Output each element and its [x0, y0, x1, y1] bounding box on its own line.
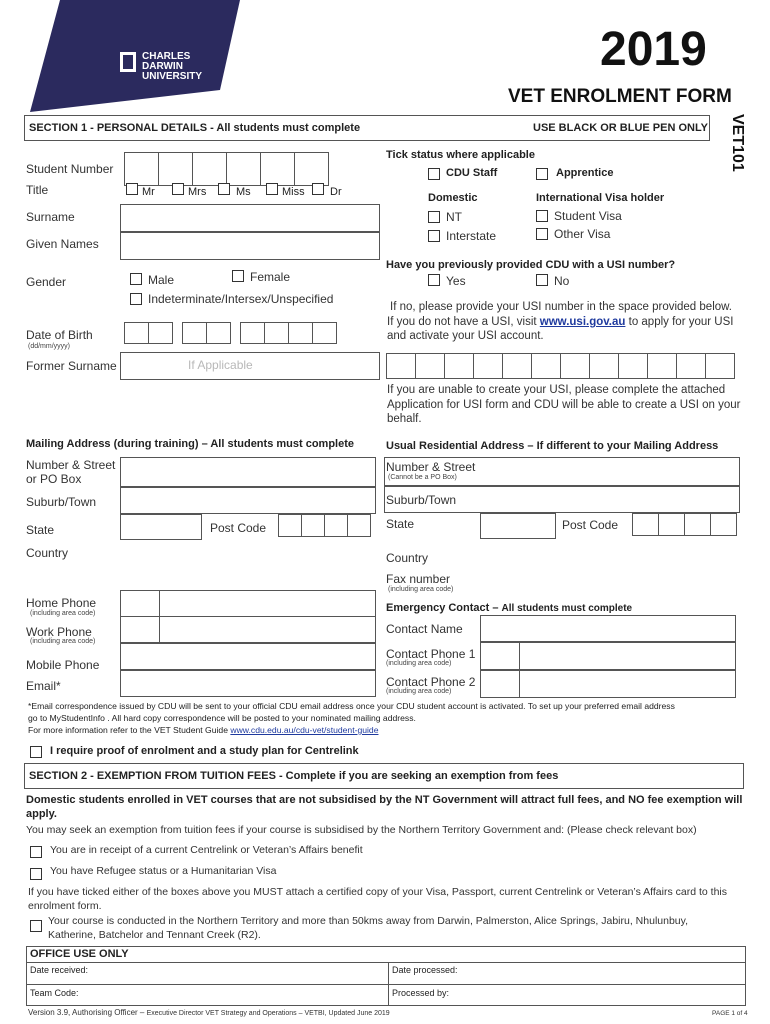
date-received-label: Date received: — [30, 965, 89, 975]
email-note — [28, 700, 675, 736]
usi-no-checkbox[interactable] — [536, 274, 548, 286]
gender-label: Gender — [26, 275, 67, 289]
mailing-state-field[interactable] — [120, 514, 202, 540]
mailing-street-field[interactable] — [120, 457, 376, 487]
mobile-label: Mobile Phone — [26, 658, 100, 672]
digit-box[interactable] — [182, 322, 207, 344]
contact-phone1-field[interactable] — [519, 642, 736, 670]
form-code: VET101 — [729, 114, 746, 172]
office-use-box — [26, 946, 746, 1006]
digit-box[interactable] — [473, 353, 503, 379]
digit-box[interactable] — [294, 152, 329, 186]
section1-title: SECTION 1 - PERSONAL DETAILS - All students must complete — [29, 122, 361, 134]
home-phone-field[interactable] — [159, 590, 376, 617]
digit-box[interactable] — [312, 322, 337, 344]
digit-box[interactable] — [710, 513, 737, 536]
mailing-suburb-label: Suburb/Town — [26, 495, 97, 509]
email-note-line1: *Email correspondence issued by CDU will be sent to your official CDU email address once your CDU student account is activated. To set up your preferred email address — [28, 701, 675, 711]
logo-text: CHARLES DARWIN UNIVERSITY — [142, 51, 203, 82]
dob-label: Date of Birth — [26, 328, 93, 342]
cdu-staff-label: CDU Staff — [446, 167, 498, 179]
usi-info-text: If you do not have a USI, visit — [387, 316, 537, 328]
residential-suburb-field[interactable] — [384, 486, 740, 513]
footer-version-text: Version 3.9, Authorising Officer – — [28, 1008, 145, 1017]
mailing-street-label-2: or PO Box — [26, 472, 82, 486]
office-row-line1 — [26, 962, 746, 963]
email-note-line3 — [28, 724, 675, 736]
refugee-checkbox[interactable] — [30, 868, 42, 880]
fax-note: (including area code) — [388, 586, 454, 593]
digit-box[interactable] — [589, 353, 619, 379]
digit-box[interactable] — [618, 353, 648, 379]
work-phone-field[interactable] — [159, 616, 376, 643]
apprentice-checkbox[interactable] — [536, 168, 548, 180]
email-note-text: For more information refer to the VET Student Guide — [28, 725, 228, 735]
section1-header — [24, 115, 710, 141]
section2-title: SECTION 2 - EXEMPTION FROM TUITION FEES - Complete if you are seeking an exemption from fees — [29, 770, 559, 782]
usi-info-line2 — [387, 316, 733, 328]
home-phone-label: Home Phone — [26, 596, 97, 610]
residential-street-label: Number & Street — [386, 460, 476, 474]
digit-box[interactable] — [386, 353, 416, 379]
title-dr-checkbox[interactable] — [312, 183, 324, 195]
usi-info-text2: to apply for your USI — [628, 316, 734, 328]
digit-box[interactable] — [632, 513, 659, 536]
digit-box[interactable] — [502, 353, 532, 379]
footer-version — [28, 1008, 390, 1017]
residential-postcode-boxes[interactable] — [632, 513, 736, 536]
digit-box[interactable] — [192, 152, 227, 186]
contact-phone2-note: (including area code) — [386, 688, 452, 695]
residential-suburb-label: Suburb/Town — [386, 493, 457, 507]
digit-box[interactable] — [240, 322, 265, 344]
remote-label: Your course is conducted in the Northern Territory and more than 50kms away from Darwin, Palmerston, Alice Springs, Jabiru, Nhulunbuy, Katherine, Batchelor and Tennant Creek (R2). — [48, 915, 689, 941]
digit-box[interactable] — [415, 353, 445, 379]
digit-box[interactable] — [278, 514, 302, 537]
office-row-line2 — [26, 984, 746, 985]
digit-box[interactable] — [684, 513, 711, 536]
usi-info-line1: If no, please provide your USI number in the space provided below. — [390, 301, 733, 313]
usi-link[interactable]: www.usi.gov.au — [539, 316, 626, 328]
contact-phone2-area-field[interactable] — [480, 670, 520, 698]
proof-label: I require proof of enrolment and a study plan for Centrelink — [50, 745, 359, 757]
digit-box[interactable] — [148, 322, 173, 344]
apprentice-label: Apprentice — [556, 167, 614, 179]
dob-day-boxes[interactable] — [124, 322, 172, 344]
centrelink-label: You are in receipt of a current Centrelink or Veteran’s Affairs benefit — [50, 844, 363, 856]
cdu-staff-checkbox[interactable] — [428, 168, 440, 180]
student-number-label: Student Number — [26, 162, 114, 176]
digit-box[interactable] — [226, 152, 261, 186]
student-number-boxes[interactable] — [124, 152, 328, 186]
team-code-label: Team Code: — [30, 988, 79, 998]
nt-checkbox[interactable] — [428, 211, 440, 223]
office-col-line — [388, 962, 389, 1006]
residential-country-label: Country — [386, 551, 429, 565]
date-processed-label: Date processed: — [392, 965, 458, 975]
residential-state-label: State — [386, 517, 415, 531]
student-guide-link[interactable]: www.cdu.edu.au/cdu-vet/student-guide — [230, 725, 379, 735]
usi-number-boxes[interactable] — [386, 353, 734, 379]
contact-name-field[interactable] — [480, 615, 736, 642]
contact-phone2-field[interactable] — [519, 670, 736, 698]
title-miss-label: Miss — [282, 186, 305, 198]
usi-yes-checkbox[interactable] — [428, 274, 440, 286]
title-ms-checkbox[interactable] — [218, 183, 230, 195]
usi-question: Have you previously provided CDU with a USI number? — [386, 259, 676, 271]
usi-no-label: No — [554, 274, 570, 288]
usi-yes-label: Yes — [446, 274, 466, 288]
section2-header — [24, 763, 744, 789]
digit-box[interactable] — [676, 353, 706, 379]
dob-month-boxes[interactable] — [182, 322, 230, 344]
office-use-title: OFFICE USE ONLY — [30, 948, 129, 960]
domestic-label: Domestic — [428, 192, 478, 204]
surname-field[interactable] — [120, 204, 380, 232]
form-title: VET ENROLMENT FORM — [508, 86, 732, 107]
title-mrs-checkbox[interactable] — [172, 183, 184, 195]
work-phone-note: (including area code) — [30, 638, 96, 645]
gender-indeterminate-checkbox[interactable] — [130, 293, 142, 305]
gender-male-checkbox[interactable] — [130, 273, 142, 285]
title-miss-checkbox[interactable] — [266, 183, 278, 195]
interstate-label: Interstate — [446, 229, 497, 243]
emergency-heading — [386, 602, 632, 614]
title-mrs-label: Mrs — [188, 186, 207, 198]
digit-box[interactable] — [560, 353, 590, 379]
residential-heading: Usual Residential Address – If different to your Mailing Address — [386, 440, 719, 452]
digit-box[interactable] — [158, 152, 193, 186]
other-visa-label: Other Visa — [554, 227, 611, 241]
residential-street-field[interactable] — [384, 457, 740, 486]
digit-box[interactable] — [444, 353, 474, 379]
digit-box[interactable] — [206, 322, 231, 344]
attach-note: If you have ticked either of the boxes above you MUST attach a certified copy of your Visa, Passport, current Centrelink or Veteran’s Affairs card to this enrolment form. — [28, 886, 728, 912]
gender-indeterminate-label: Indeterminate/Intersex/Unspecified — [148, 292, 334, 306]
contact-phone1-label: Contact Phone 1 — [386, 647, 476, 661]
mailing-country-label: Country — [26, 546, 69, 560]
digit-box[interactable] — [324, 514, 348, 537]
title-dr-label: Dr — [330, 186, 342, 198]
surname-label: Surname — [26, 210, 75, 224]
contact-name-label: Contact Name — [386, 622, 463, 636]
gender-male-label: Male — [148, 273, 175, 287]
email-field[interactable] — [120, 670, 376, 697]
other-visa-checkbox[interactable] — [536, 228, 548, 240]
contact-phone2-label: Contact Phone 2 — [386, 675, 476, 689]
dob-format: (dd/mm/yyyy) — [28, 343, 70, 350]
mailing-heading: Mailing Address (during training) – All students must complete — [26, 438, 354, 450]
residential-state-field[interactable] — [480, 513, 556, 539]
page-number: PAGE 1 of 4 — [712, 1010, 748, 1017]
mailing-street-label — [26, 458, 115, 486]
digit-box[interactable] — [260, 152, 295, 186]
nt-label: NT — [446, 210, 462, 224]
contact-phone1-note: (including area code) — [386, 660, 452, 667]
centrelink-checkbox[interactable] — [30, 846, 42, 858]
emergency-heading-main: Emergency Contact – — [386, 602, 499, 614]
pen-note: USE BLACK OR BLUE PEN ONLY — [533, 122, 709, 134]
email-label: Email* — [26, 679, 61, 693]
former-surname-placeholder: If Applicable — [188, 358, 253, 372]
home-phone-area-field[interactable] — [120, 590, 160, 617]
former-surname-label: Former Surname — [26, 359, 117, 373]
status-heading: Tick status where applicable — [386, 149, 535, 161]
digit-box[interactable] — [124, 322, 149, 344]
section2-warning: Domestic students enrolled in VET courses that are not subsidised by the NT Government will attract full fees, and NO fee exemption will apply. — [26, 794, 743, 820]
usi-info-line3: and activate your USI account. — [387, 330, 544, 342]
interstate-checkbox[interactable] — [428, 230, 440, 242]
digit-box[interactable] — [124, 152, 159, 186]
refugee-label: You have Refugee status or a Humanitarian Visa — [50, 865, 277, 877]
digit-box[interactable] — [264, 322, 289, 344]
gender-female-label: Female — [250, 270, 291, 284]
mailing-state-label: State — [26, 523, 55, 537]
given-names-label: Given Names — [26, 237, 99, 251]
section2-intro: You may seek an exemption from tuition fees if your course is subsidised by the Northern Territory Government and: (Please check relevant box) — [26, 824, 697, 836]
processed-by-label: Processed by: — [392, 988, 450, 998]
given-names-field[interactable] — [120, 232, 380, 260]
contact-phone1-area-field[interactable] — [480, 642, 520, 670]
remote-checkbox[interactable] — [30, 920, 42, 932]
title-mr-label: Mr — [142, 186, 155, 198]
usi-unable-note: If you are unable to create your USI, please complete the attached Application for USI form and CDU will be able to create a USI on your behalf. — [387, 384, 741, 425]
mobile-field[interactable] — [120, 643, 376, 670]
title-mr-checkbox[interactable] — [126, 183, 138, 195]
residential-postcode-label: Post Code — [562, 518, 619, 532]
digit-box[interactable] — [658, 513, 685, 536]
work-phone-label: Work Phone — [26, 625, 92, 639]
digit-box[interactable] — [705, 353, 735, 379]
digit-box[interactable] — [531, 353, 561, 379]
email-note-line2: go to MyStudentInfo . All hard copy correspondence will be posted to your nominated mailing address. — [28, 713, 416, 723]
digit-box[interactable] — [647, 353, 677, 379]
digit-box[interactable] — [347, 514, 371, 537]
student-visa-checkbox[interactable] — [536, 210, 548, 222]
home-phone-note: (including area code) — [30, 610, 96, 617]
gender-female-checkbox[interactable] — [232, 270, 244, 282]
proof-checkbox[interactable] — [30, 746, 42, 758]
emergency-heading-sub: All students must complete — [501, 603, 633, 614]
work-phone-area-field[interactable] — [120, 616, 160, 643]
title-ms-label: Ms — [236, 186, 251, 198]
mailing-suburb-field[interactable] — [120, 487, 376, 514]
residential-street-note: (Cannot be a PO Box) — [388, 474, 457, 481]
title-label: Title — [26, 183, 49, 197]
footer-officer-text: Executive Director VET Strategy and Operations – VETBI, Updated June 2019 — [146, 1010, 390, 1017]
digit-box[interactable] — [301, 514, 325, 537]
fax-label: Fax number — [386, 572, 451, 586]
dob-year-boxes[interactable] — [240, 322, 336, 344]
intl-label: International Visa holder — [536, 192, 665, 204]
mailing-postcode-boxes[interactable] — [278, 514, 370, 537]
student-visa-label: Student Visa — [554, 209, 622, 223]
digit-box[interactable] — [288, 322, 313, 344]
mailing-postcode-label: Post Code — [210, 521, 267, 535]
mailing-street-label-1: Number & Street — [26, 458, 116, 472]
form-year: 2019 — [600, 23, 707, 76]
